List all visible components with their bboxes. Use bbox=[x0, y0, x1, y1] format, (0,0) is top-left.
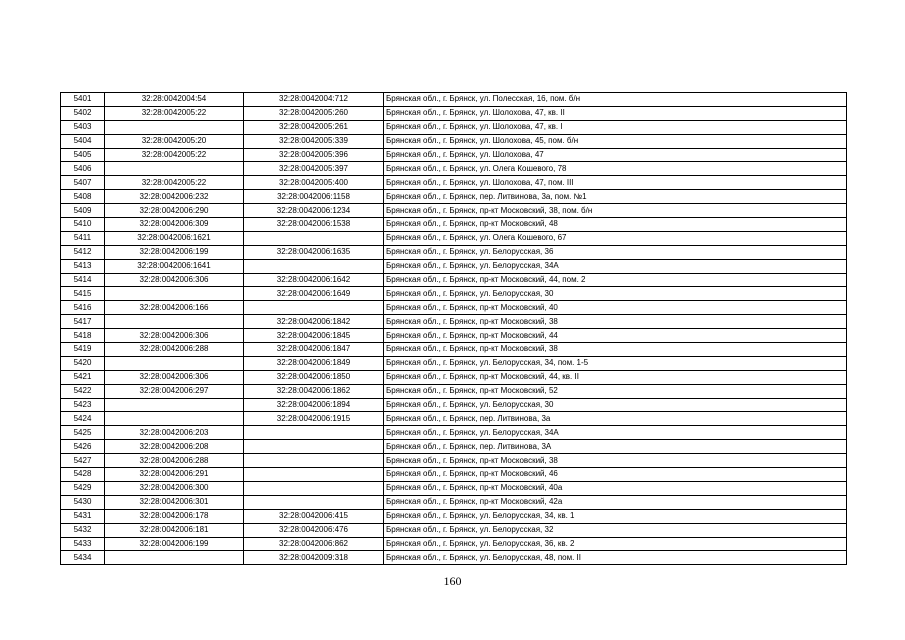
address-cell: Брянская обл., г. Брянск, ул. Полесская, 16, пом. б/н bbox=[384, 93, 847, 107]
table-row bbox=[61, 384, 847, 398]
cadastral-number-land-cell bbox=[105, 162, 244, 176]
cadastral-number-land-cell: 32:28:0042006:290 bbox=[105, 204, 244, 218]
row-number-cell: 5402 bbox=[61, 106, 105, 120]
cadastral-number-land-cell: 32:28:0042006:306 bbox=[105, 329, 244, 343]
table-row bbox=[61, 315, 847, 329]
row-number-cell: 5429 bbox=[61, 481, 105, 495]
cadastral-number-land-cell: 32:28:0042006:1641 bbox=[105, 259, 244, 273]
table-row bbox=[61, 370, 847, 384]
table-row bbox=[61, 398, 847, 412]
table-row bbox=[61, 495, 847, 509]
cadastral-number-land-cell: 32:28:0042006:1621 bbox=[105, 231, 244, 245]
address-cell: Брянская обл., г. Брянск, ул. Белорусская, 34, кв. 1 bbox=[384, 509, 847, 523]
table-row bbox=[61, 273, 847, 287]
row-number-cell: 5428 bbox=[61, 468, 105, 482]
cadastral-number-land-cell bbox=[105, 551, 244, 565]
cadastral-number-land-cell: 32:28:0042006:166 bbox=[105, 301, 244, 315]
table-row bbox=[61, 218, 847, 232]
row-number-cell: 5421 bbox=[61, 370, 105, 384]
cadastral-number-object-cell bbox=[244, 468, 384, 482]
cadastral-number-object-cell: 32:28:0042006:1642 bbox=[244, 273, 384, 287]
address-cell: Брянская обл., г. Брянск, пр-кт Московский, 44 bbox=[384, 329, 847, 343]
cadastral-number-land-cell: 32:28:0042005:22 bbox=[105, 148, 244, 162]
row-number-cell: 5434 bbox=[61, 551, 105, 565]
address-cell: Брянская обл., г. Брянск, ул. Белорусская, 36 bbox=[384, 245, 847, 259]
cadastral-number-land-cell: 32:28:0042006:203 bbox=[105, 426, 244, 440]
cadastral-number-object-cell bbox=[244, 440, 384, 454]
cadastral-number-land-cell: 32:28:0042006:301 bbox=[105, 495, 244, 509]
table-row bbox=[61, 523, 847, 537]
cadastral-number-object-cell bbox=[244, 481, 384, 495]
page-number: 160 bbox=[443, 574, 462, 588]
registry-table bbox=[60, 92, 847, 565]
cadastral-number-object-cell: 32:28:0042006:1845 bbox=[244, 329, 384, 343]
address-cell: Брянская обл., г. Брянск, пр-кт Московский, 38 bbox=[384, 315, 847, 329]
row-number-cell: 5417 bbox=[61, 315, 105, 329]
address-cell: Брянская обл., г. Брянск, ул. Шолохова, 47, пом. III bbox=[384, 176, 847, 190]
address-cell: Брянская обл., г. Брянск, ул. Белорусская, 30 bbox=[384, 398, 847, 412]
cadastral-number-object-cell: 32:28:0042006:1158 bbox=[244, 190, 384, 204]
row-number-cell: 5422 bbox=[61, 384, 105, 398]
table-row bbox=[61, 426, 847, 440]
cadastral-number-land-cell: 32:28:0042006:199 bbox=[105, 537, 244, 551]
row-number-cell: 5410 bbox=[61, 218, 105, 232]
row-number-cell: 5430 bbox=[61, 495, 105, 509]
address-cell: Брянская обл., г. Брянск, пр-кт Московский, 40а bbox=[384, 481, 847, 495]
row-number-cell: 5405 bbox=[61, 148, 105, 162]
row-number-cell: 5431 bbox=[61, 509, 105, 523]
cadastral-number-land-cell bbox=[105, 120, 244, 134]
cadastral-number-object-cell: 32:28:0042005:260 bbox=[244, 106, 384, 120]
row-number-cell: 5411 bbox=[61, 231, 105, 245]
table-row bbox=[61, 440, 847, 454]
cadastral-number-land-cell: 32:28:0042006:232 bbox=[105, 190, 244, 204]
cadastral-number-object-cell: 32:28:0042006:415 bbox=[244, 509, 384, 523]
cadastral-number-land-cell: 32:28:0042006:178 bbox=[105, 509, 244, 523]
table-row bbox=[61, 204, 847, 218]
cadastral-number-object-cell: 32:28:0042006:1862 bbox=[244, 384, 384, 398]
cadastral-number-object-cell bbox=[244, 426, 384, 440]
address-cell: Брянская обл., г. Брянск, ул. Белорусская, 34А bbox=[384, 426, 847, 440]
cadastral-number-object-cell: 32:28:0042006:1915 bbox=[244, 412, 384, 426]
cadastral-number-land-cell: 32:28:0042005:22 bbox=[105, 106, 244, 120]
table-row bbox=[61, 329, 847, 343]
address-cell: Брянская обл., г. Брянск, ул. Олега Кошевого, 67 bbox=[384, 231, 847, 245]
cadastral-number-land-cell: 32:28:0042006:291 bbox=[105, 468, 244, 482]
cadastral-number-object-cell: 32:28:0042005:261 bbox=[244, 120, 384, 134]
cadastral-number-land-cell: 32:28:0042006:208 bbox=[105, 440, 244, 454]
table-row bbox=[61, 537, 847, 551]
cadastral-number-object-cell: 32:28:0042006:476 bbox=[244, 523, 384, 537]
table-row bbox=[61, 551, 847, 565]
cadastral-number-land-cell: 32:28:0042006:309 bbox=[105, 218, 244, 232]
address-cell: Брянская обл., г. Брянск, ул. Белорусская, 48, пом. II bbox=[384, 551, 847, 565]
cadastral-number-object-cell: 32:28:0042006:1850 bbox=[244, 370, 384, 384]
cadastral-number-land-cell: 32:28:0042005:22 bbox=[105, 176, 244, 190]
row-number-cell: 5401 bbox=[61, 93, 105, 107]
table-row bbox=[61, 245, 847, 259]
row-number-cell: 5408 bbox=[61, 190, 105, 204]
cadastral-number-land-cell bbox=[105, 356, 244, 370]
table-row bbox=[61, 231, 847, 245]
address-cell: Брянская обл., г. Брянск, ул. Шолохова, 47 bbox=[384, 148, 847, 162]
cadastral-number-land-cell: 32:28:0042004:54 bbox=[105, 93, 244, 107]
cadastral-number-object-cell: 32:28:0042009:318 bbox=[244, 551, 384, 565]
address-cell: Брянская обл., г. Брянск, ул. Шолохова, 45, пом. б/н bbox=[384, 134, 847, 148]
cadastral-number-object-cell: 32:28:0042006:1849 bbox=[244, 356, 384, 370]
cadastral-number-object-cell: 32:28:0042005:397 bbox=[244, 162, 384, 176]
table-row bbox=[61, 509, 847, 523]
table-row bbox=[61, 134, 847, 148]
cadastral-number-land-cell bbox=[105, 398, 244, 412]
row-number-cell: 5420 bbox=[61, 356, 105, 370]
row-number-cell: 5414 bbox=[61, 273, 105, 287]
row-number-cell: 5419 bbox=[61, 343, 105, 357]
cadastral-number-object-cell: 32:28:0042006:862 bbox=[244, 537, 384, 551]
cadastral-number-land-cell bbox=[105, 412, 244, 426]
table-row bbox=[61, 468, 847, 482]
row-number-cell: 5424 bbox=[61, 412, 105, 426]
cadastral-number-object-cell: 32:28:0042006:1234 bbox=[244, 204, 384, 218]
cadastral-number-object-cell bbox=[244, 454, 384, 468]
address-cell: Брянская обл., г. Брянск, ул. Белорусская, 32 bbox=[384, 523, 847, 537]
table-row bbox=[61, 190, 847, 204]
table-row bbox=[61, 343, 847, 357]
table-row bbox=[61, 481, 847, 495]
address-cell: Брянская обл., г. Брянск, ул. Шолохова, 47, кв. II bbox=[384, 106, 847, 120]
cadastral-number-object-cell bbox=[244, 231, 384, 245]
row-number-cell: 5423 bbox=[61, 398, 105, 412]
row-number-cell: 5413 bbox=[61, 259, 105, 273]
address-cell: Брянская обл., г. Брянск, пер. Литвинова, 3а, пом. №1 bbox=[384, 190, 847, 204]
cadastral-number-land-cell: 32:28:0042006:199 bbox=[105, 245, 244, 259]
cadastral-number-land-cell bbox=[105, 287, 244, 301]
address-cell: Брянская обл., г. Брянск, пр-кт Московский, 40 bbox=[384, 301, 847, 315]
row-number-cell: 5403 bbox=[61, 120, 105, 134]
cadastral-number-object-cell: 32:28:0042006:1635 bbox=[244, 245, 384, 259]
address-cell: Брянская обл., г. Брянск, пр-кт Московский, 38 bbox=[384, 454, 847, 468]
address-cell: Брянская обл., г. Брянск, пр-кт Московский, 38 bbox=[384, 343, 847, 357]
table-row bbox=[61, 412, 847, 426]
row-number-cell: 5409 bbox=[61, 204, 105, 218]
address-cell: Брянская обл., г. Брянск, пр-кт Московский, 46 bbox=[384, 468, 847, 482]
row-number-cell: 5416 bbox=[61, 301, 105, 315]
cadastral-number-object-cell: 32:28:0042005:400 bbox=[244, 176, 384, 190]
address-cell: Брянская обл., г. Брянск, пр-кт Московский, 44, пом. 2 bbox=[384, 273, 847, 287]
cadastral-number-object-cell: 32:28:0042004:712 bbox=[244, 93, 384, 107]
address-cell: Брянская обл., г. Брянск, пр-кт Московский, 48 bbox=[384, 218, 847, 232]
cadastral-number-object-cell: 32:28:0042006:1842 bbox=[244, 315, 384, 329]
row-number-cell: 5418 bbox=[61, 329, 105, 343]
cadastral-number-object-cell: 32:28:0042006:1649 bbox=[244, 287, 384, 301]
cadastral-number-object-cell bbox=[244, 495, 384, 509]
cadastral-number-land-cell: 32:28:0042006:181 bbox=[105, 523, 244, 537]
address-cell: Брянская обл., г. Брянск, ул. Белорусская, 34, пом. 1-5 bbox=[384, 356, 847, 370]
table-row bbox=[61, 120, 847, 134]
address-cell: Брянская обл., г. Брянск, ул. Олега Кошевого, 78 bbox=[384, 162, 847, 176]
address-cell: Брянская обл., г. Брянск, пр-кт Московский, 44, кв. II bbox=[384, 370, 847, 384]
table-row bbox=[61, 93, 847, 107]
address-cell: Брянская обл., г. Брянск, ул. Белорусская, 34А bbox=[384, 259, 847, 273]
cadastral-number-object-cell bbox=[244, 301, 384, 315]
table-row bbox=[61, 356, 847, 370]
row-number-cell: 5404 bbox=[61, 134, 105, 148]
address-cell: Брянская обл., г. Брянск, пер. Литвинова, 3А bbox=[384, 440, 847, 454]
address-cell: Брянская обл., г. Брянск, ул. Белорусская, 30 bbox=[384, 287, 847, 301]
address-cell: Брянская обл., г. Брянск, пр-кт Московский, 38, пом. б/н bbox=[384, 204, 847, 218]
cadastral-number-land-cell: 32:28:0042006:288 bbox=[105, 454, 244, 468]
address-cell: Брянская обл., г. Брянск, пр-кт Московский, 52 bbox=[384, 384, 847, 398]
table-row bbox=[61, 176, 847, 190]
table-row bbox=[61, 259, 847, 273]
row-number-cell: 5427 bbox=[61, 454, 105, 468]
table-row bbox=[61, 106, 847, 120]
cadastral-number-land-cell: 32:28:0042005:20 bbox=[105, 134, 244, 148]
row-number-cell: 5425 bbox=[61, 426, 105, 440]
row-number-cell: 5433 bbox=[61, 537, 105, 551]
row-number-cell: 5415 bbox=[61, 287, 105, 301]
cadastral-number-land-cell: 32:28:0042006:297 bbox=[105, 384, 244, 398]
cadastral-number-land-cell: 32:28:0042006:300 bbox=[105, 481, 244, 495]
cadastral-number-land-cell: 32:28:0042006:306 bbox=[105, 273, 244, 287]
row-number-cell: 5426 bbox=[61, 440, 105, 454]
table-row bbox=[61, 162, 847, 176]
table-row bbox=[61, 301, 847, 315]
cadastral-number-land-cell: 32:28:0042006:288 bbox=[105, 343, 244, 357]
address-cell: Брянская обл., г. Брянск, ул. Шолохова, 47, кв. I bbox=[384, 120, 847, 134]
table-row bbox=[61, 287, 847, 301]
cadastral-number-land-cell bbox=[105, 315, 244, 329]
cadastral-number-object-cell: 32:28:0042005:396 bbox=[244, 148, 384, 162]
address-cell: Брянская обл., г. Брянск, ул. Белорусская, 36, кв. 2 bbox=[384, 537, 847, 551]
row-number-cell: 5406 bbox=[61, 162, 105, 176]
cadastral-number-object-cell: 32:28:0042006:1847 bbox=[244, 343, 384, 357]
row-number-cell: 5412 bbox=[61, 245, 105, 259]
address-cell: Брянская обл., г. Брянск, пр-кт Московский, 42а bbox=[384, 495, 847, 509]
registry-table-body bbox=[61, 93, 847, 565]
row-number-cell: 5432 bbox=[61, 523, 105, 537]
cadastral-number-land-cell: 32:28:0042006:306 bbox=[105, 370, 244, 384]
cadastral-number-object-cell: 32:28:0042006:1894 bbox=[244, 398, 384, 412]
cadastral-number-object-cell: 32:28:0042006:1538 bbox=[244, 218, 384, 232]
cadastral-number-object-cell bbox=[244, 259, 384, 273]
row-number-cell: 5407 bbox=[61, 176, 105, 190]
table-row bbox=[61, 454, 847, 468]
address-cell: Брянская обл., г. Брянск, пер. Литвинова, 3а bbox=[384, 412, 847, 426]
table-row bbox=[61, 148, 847, 162]
cadastral-number-object-cell: 32:28:0042005:339 bbox=[244, 134, 384, 148]
